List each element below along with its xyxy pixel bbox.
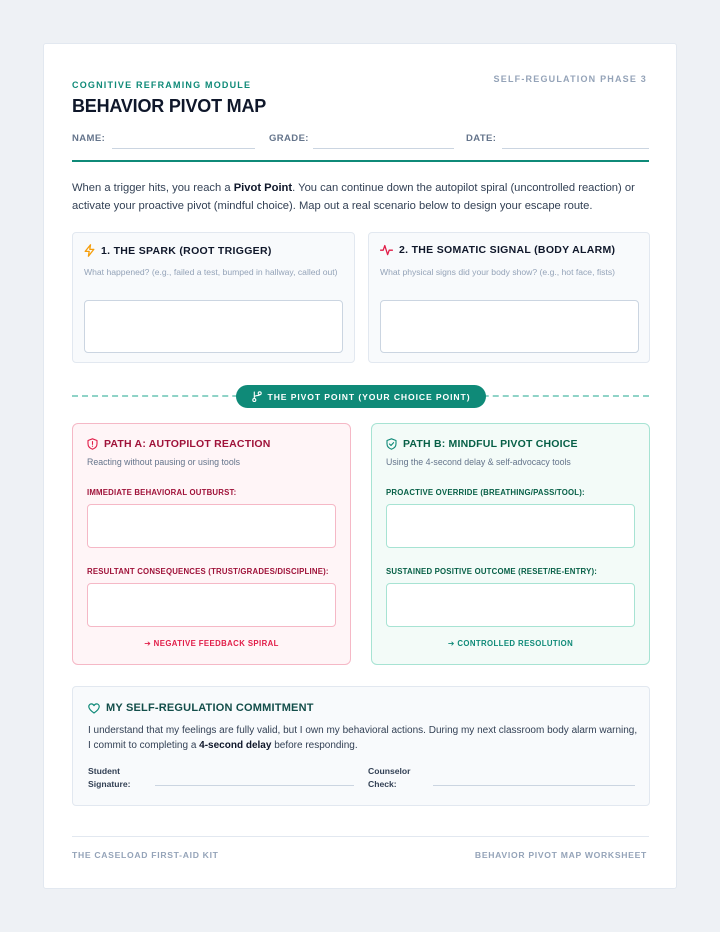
somatic-title: 2. THE SOMATIC SIGNAL (BODY ALARM) — [399, 244, 616, 256]
path-a-label-2: RESULTANT CONSEQUENCES (TRUST/GRADES/DISCIPLINE): — [87, 567, 329, 576]
spark-hint: What happened? (e.g., failed a test, bumped in hallway, called out) — [84, 267, 338, 277]
commitment-header — [88, 702, 314, 714]
path-b-footer: ➔ CONTROLLED RESOLUTION — [447, 639, 574, 648]
intro-text-1: When a trigger hits, you reach a — [72, 182, 234, 194]
commitment-bold: 4-second delay — [199, 740, 272, 751]
student-signature-label — [88, 765, 131, 791]
counselor-check-label — [368, 765, 411, 791]
somatic-card-header — [380, 244, 615, 256]
name-field[interactable] — [112, 148, 255, 149]
path-a-header — [87, 438, 271, 450]
somatic-card — [368, 232, 650, 363]
path-a-card — [72, 423, 351, 665]
header-divider — [72, 160, 649, 162]
student-label-line-2: Signature: — [88, 779, 131, 789]
spark-title: 1. THE SPARK (ROOT TRIGGER) — [101, 244, 272, 257]
somatic-hint: What physical signs did your body show? (e.g., hot face, fists) — [380, 267, 616, 277]
intro-bold: Pivot Point — [233, 182, 293, 194]
intro-paragraph — [72, 179, 652, 215]
path-a-label-1: IMMEDIATE BEHAVIORAL OUTBURST: — [87, 488, 237, 497]
pulse-icon — [380, 244, 393, 256]
page-title: BEHAVIOR PIVOT MAP — [72, 96, 267, 116]
heart-icon — [88, 703, 100, 714]
counselor-label-line-1: Counselor — [368, 766, 411, 776]
commitment-text — [88, 723, 638, 753]
path-b-label-2: SUSTAINED POSITIVE OUTCOME (RESET/RE-ENTRY): — [386, 567, 598, 576]
path-b-subtitle: Using the 4-second delay & self-advocacy tools — [386, 457, 571, 467]
pivot-point-badge — [236, 385, 486, 408]
path-b-override-input[interactable] — [386, 504, 635, 548]
path-b-header — [386, 438, 578, 450]
student-label-line-1: Student — [88, 766, 120, 776]
lightning-icon — [84, 244, 95, 257]
path-a-footer: ➔ NEGATIVE FEEDBACK SPIRAL — [144, 639, 279, 648]
counselor-check-field[interactable] — [433, 785, 635, 786]
footer-divider — [72, 836, 649, 837]
commitment-card — [72, 686, 650, 806]
path-b-outcome-input[interactable] — [386, 583, 635, 627]
path-a-outburst-input[interactable] — [87, 504, 336, 548]
date-label: DATE: — [466, 133, 497, 144]
pivot-point-label: THE PIVOT POINT (YOUR CHOICE POINT) — [267, 391, 471, 402]
grade-field[interactable] — [313, 148, 454, 149]
grade-label: GRADE: — [269, 133, 309, 144]
commitment-text-1: I understand that my feelings are fully valid, but I own my behavioral actions. During my next classroom body alarm warning, I commit to completing a — [88, 725, 638, 751]
name-label: NAME: — [72, 133, 106, 144]
phase-label: SELF-REGULATION PHASE 3 — [493, 74, 647, 84]
module-label: COGNITIVE REFRAMING MODULE — [72, 80, 252, 90]
spark-card-header — [84, 244, 272, 257]
student-signature-field[interactable] — [155, 785, 354, 786]
spark-input[interactable] — [84, 300, 343, 353]
commitment-text-2: before responding. — [271, 740, 358, 751]
branch-icon — [252, 391, 262, 402]
shield-alert-icon — [87, 438, 98, 450]
path-b-label-1: PROACTIVE OVERRIDE (BREATHING/PASS/TOOL): — [386, 488, 585, 497]
date-field[interactable] — [502, 148, 649, 149]
intro-text-2: . You can continue down the autopilot spiral (uncontrolled reaction) or activate your proactive pivot (mindful choice). Map out a real scenario below to design your escape route. — [72, 182, 635, 212]
shield-check-icon — [386, 438, 397, 450]
footer-left: THE CASELOAD FIRST-AID KIT — [72, 850, 219, 860]
path-b-title: PATH B: MINDFUL PIVOT CHOICE — [403, 438, 578, 450]
path-b-card — [371, 423, 650, 665]
counselor-label-line-2: Check: — [368, 779, 397, 789]
spark-card — [72, 232, 355, 363]
path-a-consequence-input[interactable] — [87, 583, 336, 627]
footer-right: BEHAVIOR PIVOT MAP WORKSHEET — [474, 850, 647, 860]
path-a-title: PATH A: AUTOPILOT REACTION — [104, 438, 271, 450]
somatic-input[interactable] — [380, 300, 639, 353]
worksheet-page — [43, 43, 677, 889]
commitment-title: MY SELF-REGULATION COMMITMENT — [106, 702, 314, 714]
path-a-subtitle: Reacting without pausing or using tools — [87, 457, 241, 467]
